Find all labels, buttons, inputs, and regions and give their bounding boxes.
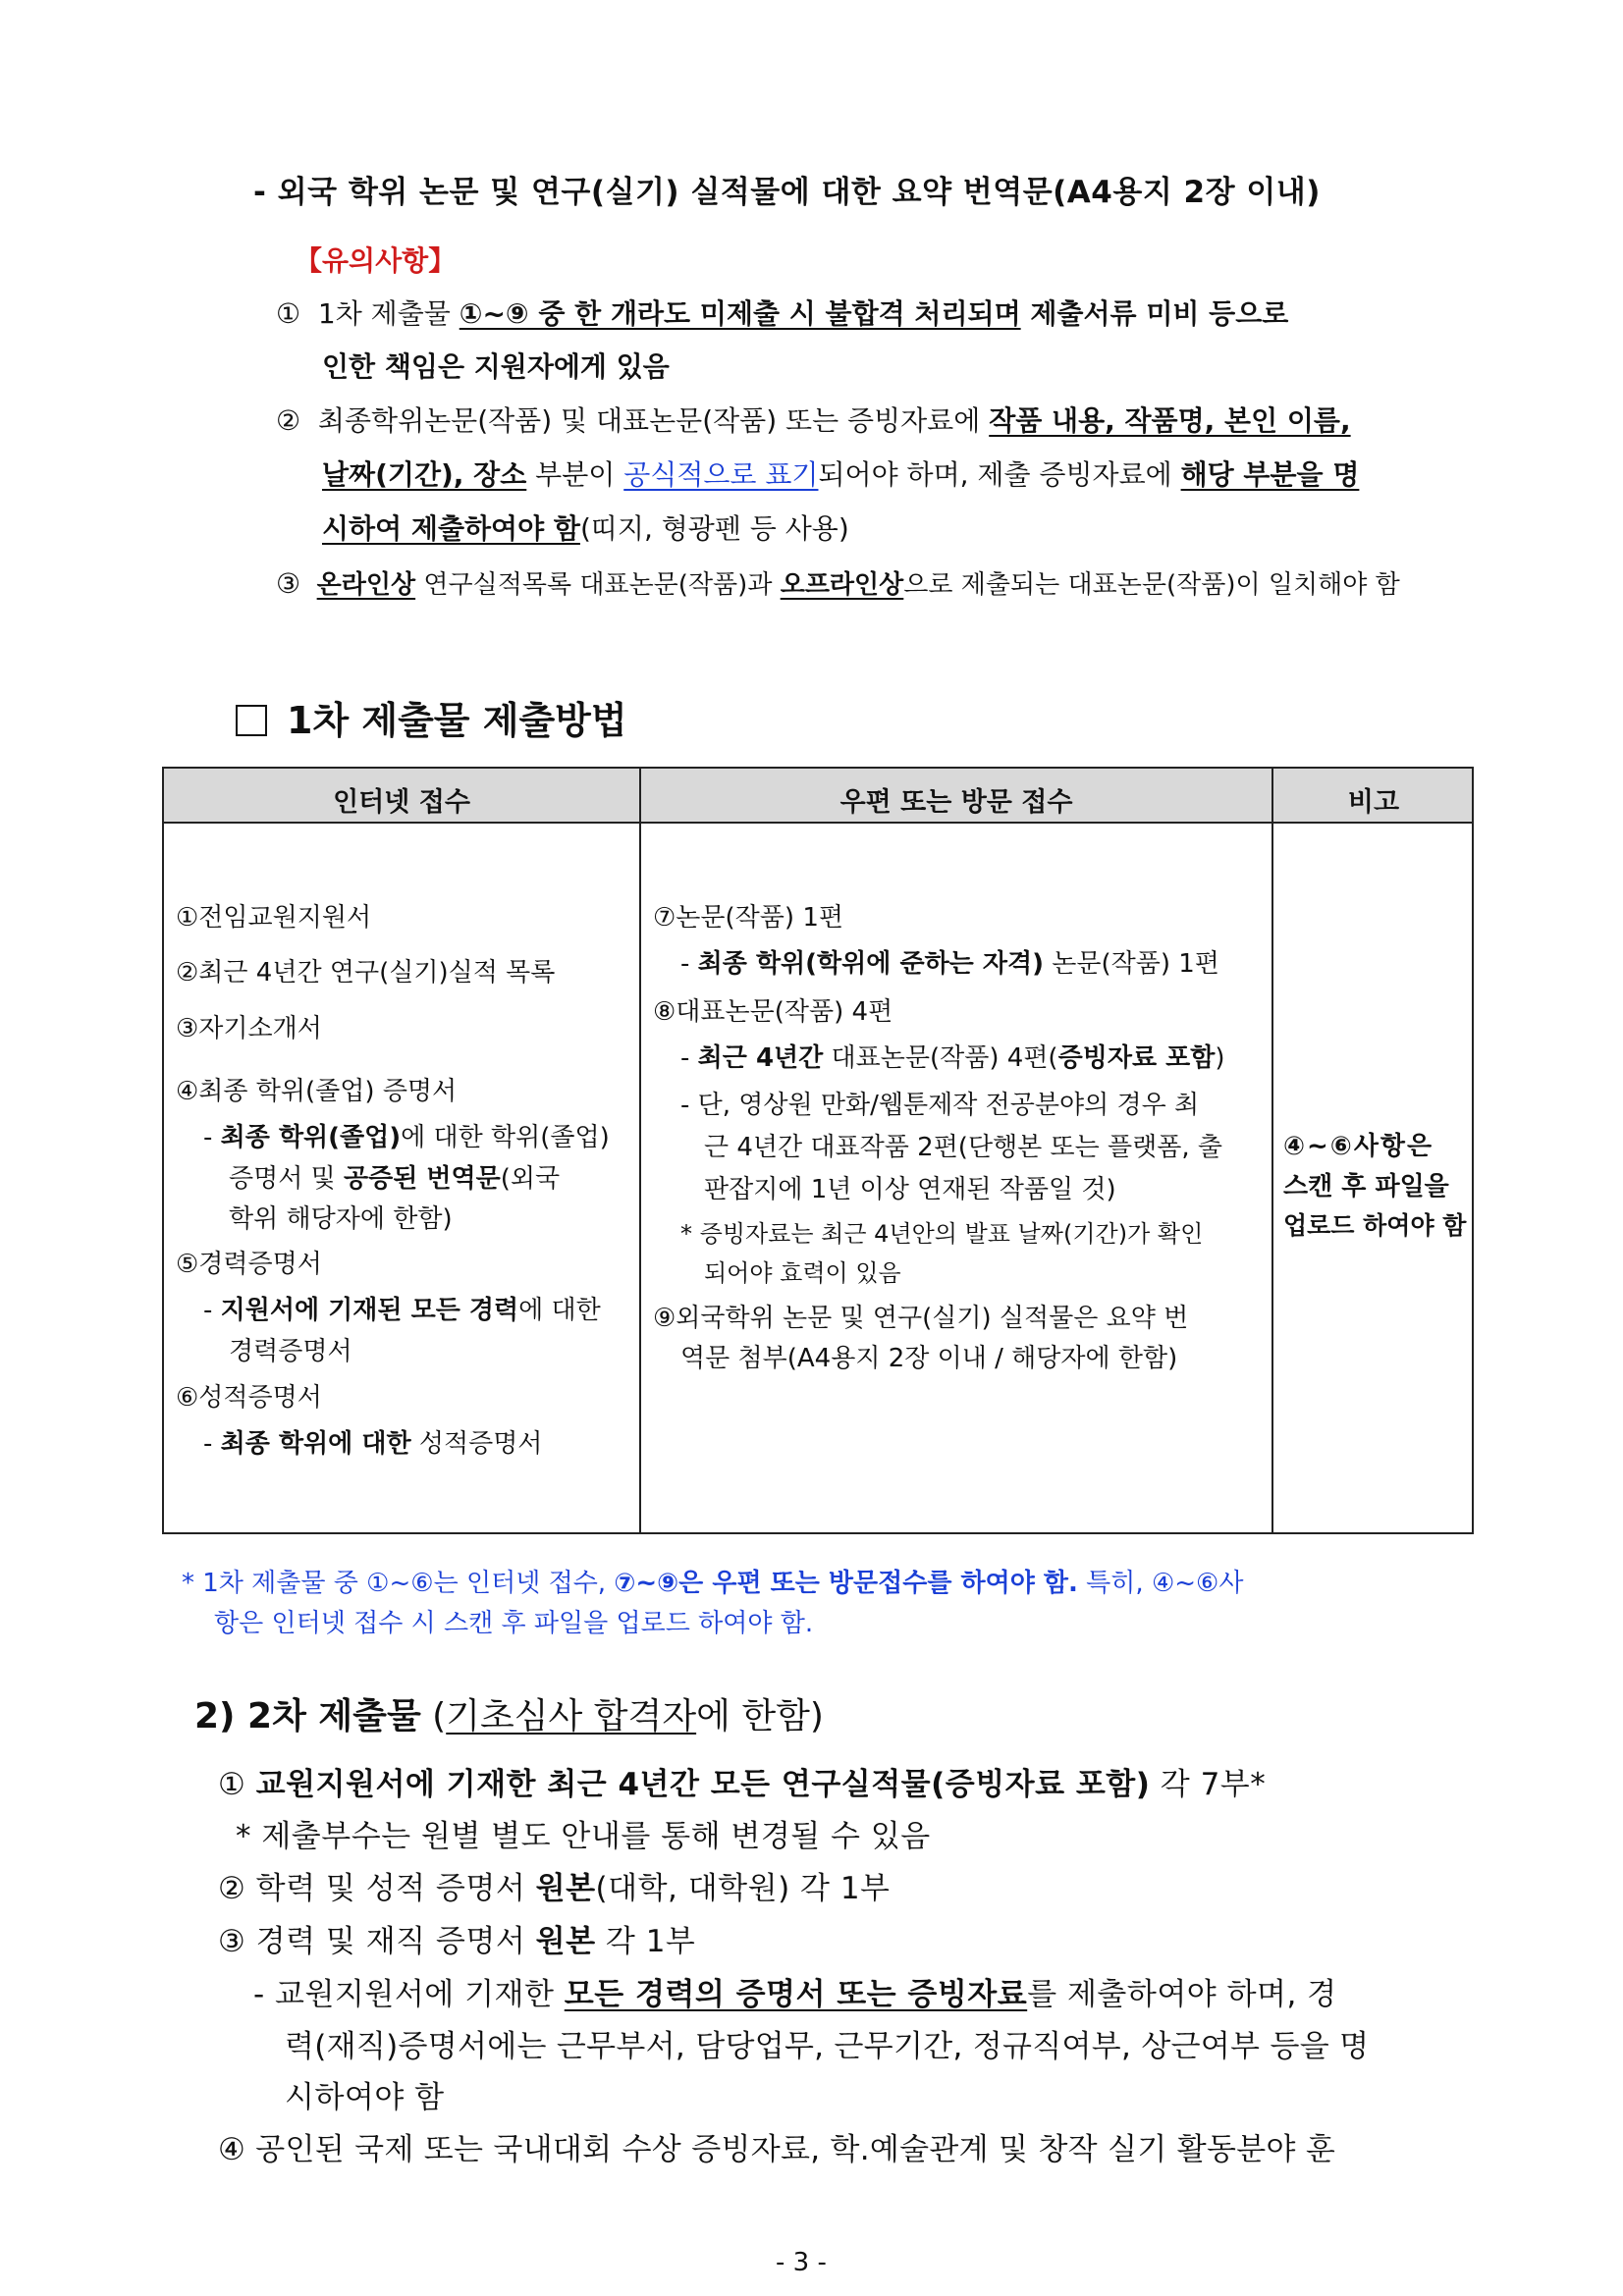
header-mail-visit: 우편 또는 방문 접수 xyxy=(839,787,1073,818)
remark-line: 업로드 하여야 함 xyxy=(1283,1211,1467,1240)
list-item: 증명서 및 공증된 번역문(외국 xyxy=(229,1164,561,1194)
list-item: - 최종 학위(졸업)에 대한 학위(졸업) xyxy=(203,1123,610,1152)
list-item: 판잡지에 1년 이상 연재된 작품일 것) xyxy=(704,1175,1116,1204)
list-item: ④최종 학위(졸업) 증명서 xyxy=(176,1077,458,1106)
caution-2-line-2: 날짜(기간), 장소 부분이 공식적으로 표기되어야 하며, 제출 증빙자료에 해당 부분을 명 xyxy=(322,458,1360,491)
checkbox-square-icon xyxy=(236,705,267,736)
list-item: - 단, 영상원 만화/웹툰제작 전공분야의 경우 최 xyxy=(680,1091,1200,1120)
section2-item-2: ② 학력 및 성적 증명서 원본(대학, 대학원) 각 1부 xyxy=(218,1871,891,1906)
remark-line: ④~⑥사항은 xyxy=(1283,1132,1434,1161)
cell-mail-visit xyxy=(641,769,1271,1534)
list-item: ⑦논문(작품) 1편 xyxy=(653,903,843,933)
section1-title: 1차 제출물 제출방법 xyxy=(236,690,627,744)
cell-internet xyxy=(164,769,639,1534)
list-item: * 증빙자료는 최근 4년안의 발표 날짜(기간)가 확인 xyxy=(680,1220,1204,1248)
list-item: - 최근 4년간 대표논문(작품) 4편(증빙자료 포함) xyxy=(680,1043,1225,1073)
cell-remarks xyxy=(1273,769,1474,1534)
list-item: 경력증명서 xyxy=(229,1337,352,1366)
list-item: ⑥성적증명서 xyxy=(176,1383,322,1413)
list-item: ③자기소개서 xyxy=(176,1014,322,1043)
section2-item-1-note: * 제출부수는 원별 별도 안내를 통해 변경될 수 있음 xyxy=(236,1819,931,1854)
header-remarks: 비고 xyxy=(1347,787,1400,818)
list-item: - 지원서에 기재된 모든 경력에 대한 xyxy=(203,1296,601,1325)
list-item: ①전임교원지원서 xyxy=(176,903,372,933)
caution-2-line-1: ② 최종학위논문(작품) 및 대표논문(작품) 또는 증빙자료에 작품 내용, 작품명, 본인 이름, xyxy=(276,404,1351,437)
list-item: - 최종 학위(학위에 준하는 자격) 논문(작품) 1편 xyxy=(680,949,1219,979)
section2-item-3-sub-3: 시하여야 함 xyxy=(285,2080,445,2115)
caution-1-line-2: 인한 책임은 지원자에게 있음 xyxy=(322,350,670,383)
section2-item-3: ③ 경력 및 재직 증명서 원본 각 1부 xyxy=(218,1924,696,1959)
section2-item-4: ④ 공인된 국제 또는 국내대회 수상 증빙자료, 학.예술관계 및 창작 실기 활동분야 훈 xyxy=(218,2132,1336,2167)
page-number: - 3 - xyxy=(776,2248,827,2277)
section2-item-1: ① 교원지원서에 기재한 최근 4년간 모든 연구실적물(증빙자료 포함) 각 7부* xyxy=(218,1767,1267,1802)
caution-title: 【유의사항】 xyxy=(295,244,457,277)
header-internet: 인터넷 접수 xyxy=(333,787,470,818)
top-bullet: - 외국 학위 논문 및 연구(실기) 실적물에 대한 요약 번역문(A4용지 2장 이내) xyxy=(253,175,1321,210)
table-note-line-1: * 1차 제출물 중 ①~⑥는 인터넷 접수, ⑦~⑨은 우편 또는 방문접수를 하여야 함. 특히, ④~⑥사 xyxy=(182,1569,1244,1598)
caution-1-line-1: ① 1차 제출물 ①~⑨ 중 한 개라도 미제출 시 불합격 처리되며 제출서류 미비 등으로 xyxy=(276,297,1289,330)
list-item: 학위 해당자에 한함) xyxy=(229,1204,453,1234)
list-item: ②최근 4년간 연구(실기)실적 목록 xyxy=(176,958,556,988)
table-note-line-2: 항은 인터넷 접수 시 스캔 후 파일을 업로드 하여야 함. xyxy=(214,1609,814,1638)
caution-3: ③ 온라인상 연구실적목록 대표논문(작품)과 오프라인상으로 제출되는 대표논문(작품)이 일치해야 함 xyxy=(276,567,1400,600)
section2-item-3-sub-2: 력(재직)증명서에는 근무부서, 담당업무, 근무기간, 정규직여부, 상근여부 등을 명 xyxy=(285,2029,1370,2064)
list-item: 되어야 효력이 있음 xyxy=(704,1259,901,1287)
caution-2-line-3: 시하여 제출하여야 함(띠지, 형광펜 등 사용) xyxy=(322,512,849,545)
list-item: ⑨외국학위 논문 및 연구(실기) 실적물은 요약 번 xyxy=(653,1304,1189,1333)
list-item: - 최종 학위에 대한 성적증명서 xyxy=(203,1429,543,1459)
remark-line: 스캔 후 파일을 xyxy=(1283,1172,1449,1201)
list-item: 근 4년간 대표작품 2편(단행본 또는 플랫폼, 출 xyxy=(704,1133,1223,1162)
list-item: 역문 첨부(A4용지 2장 이내 / 해당자에 한함) xyxy=(680,1344,1178,1373)
list-item: ⑧대표논문(작품) 4편 xyxy=(653,997,893,1027)
section2-title: 2) 2차 제출물 (기초심사 합격자에 한함) xyxy=(194,1696,824,1736)
section2-item-3-sub-1: - 교원지원서에 기재한 모든 경력의 증명서 또는 증빙자료를 제출하여야 하며, 경 xyxy=(253,1977,1337,2012)
submission-method-table xyxy=(162,767,1474,1534)
list-item: ⑤경력증명서 xyxy=(176,1250,322,1279)
